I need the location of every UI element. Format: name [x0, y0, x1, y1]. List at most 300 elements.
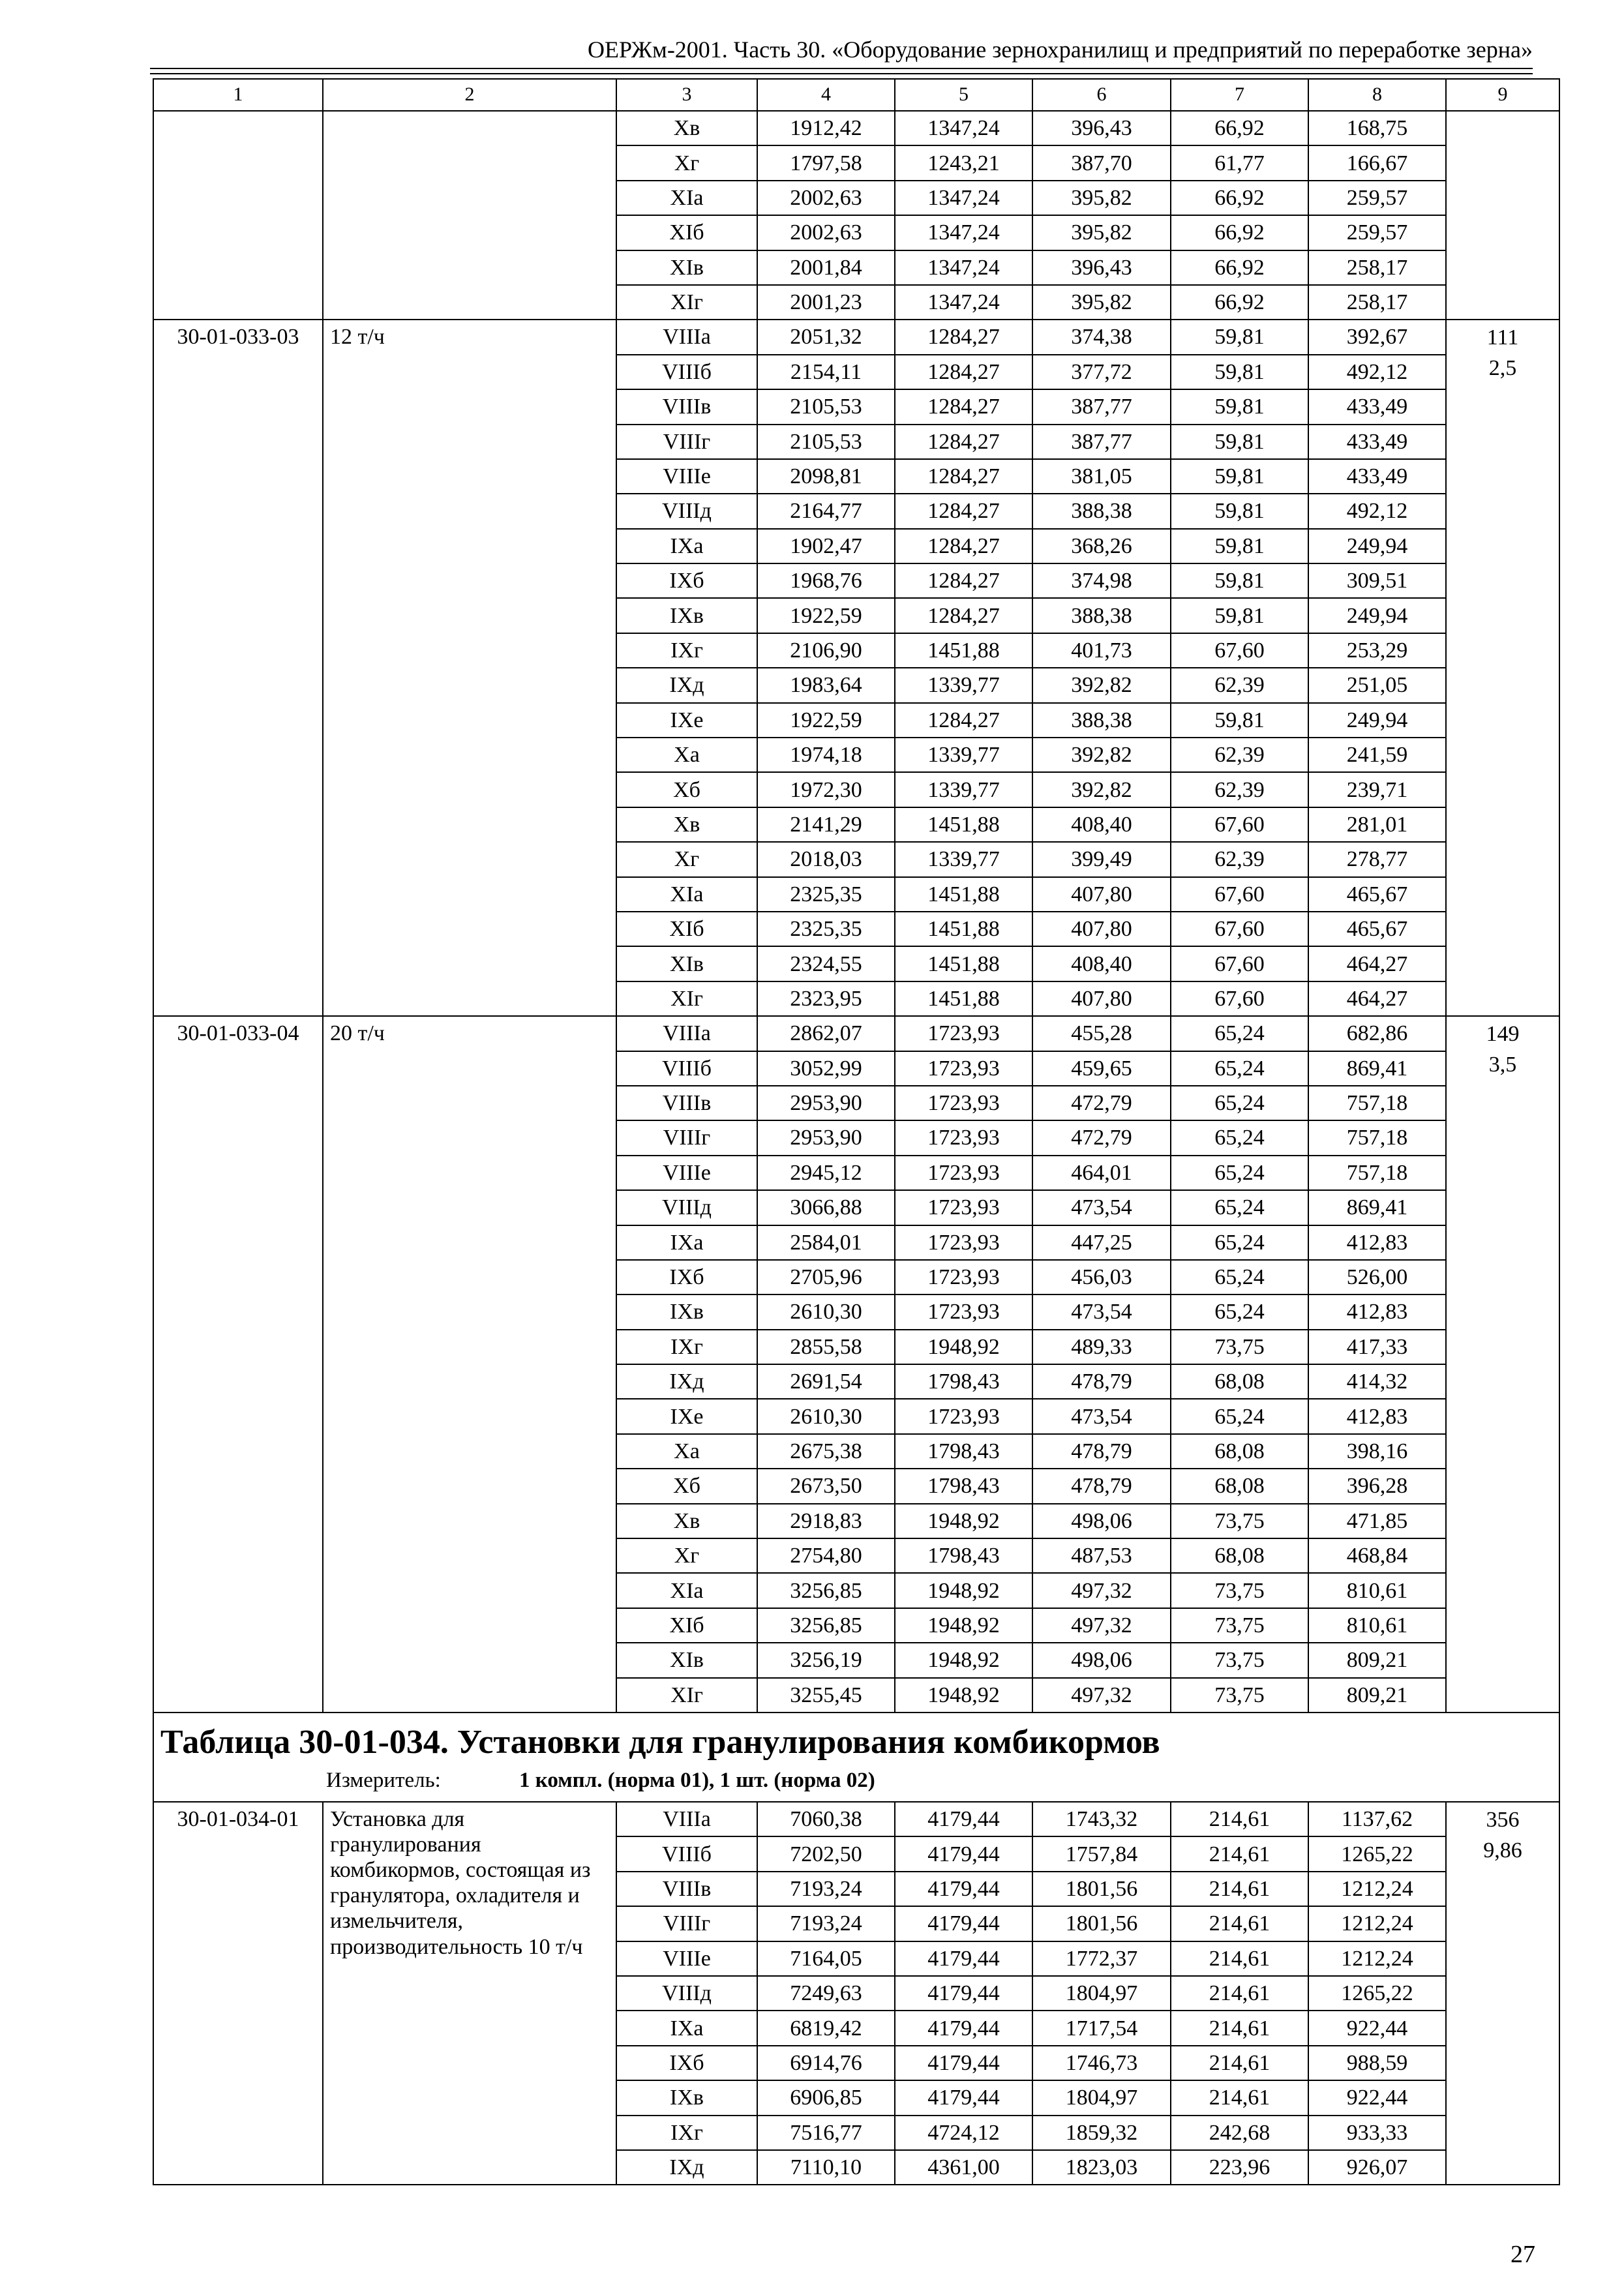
value-cell: 1347,24 [895, 111, 1032, 145]
value-cell: 1902,47 [757, 529, 895, 563]
value-cell: 4179,44 [895, 1976, 1032, 2011]
value-cell: 412,83 [1308, 1225, 1446, 1260]
value-cell: 214,61 [1171, 1872, 1308, 1906]
value-cell: 2953,90 [757, 1086, 895, 1120]
value-cell: 2584,01 [757, 1225, 895, 1260]
value-cell: 407,80 [1032, 877, 1171, 912]
value-cell: 2862,07 [757, 1016, 895, 1051]
value-cell: 1212,24 [1308, 1872, 1446, 1906]
value-cell: 7249,63 [757, 1976, 895, 2011]
value-cell: 1284,27 [895, 459, 1032, 494]
column-number-cell: 2 [323, 79, 616, 111]
value-cell: 1137,62 [1308, 1802, 1446, 1836]
value-cell: 1243,21 [895, 145, 1032, 180]
region-cell: VIIIе [616, 1941, 757, 1976]
value-cell: 1772,37 [1032, 1941, 1171, 1976]
value-cell: 809,21 [1308, 1678, 1446, 1713]
value-cell: 1723,93 [895, 1225, 1032, 1260]
value-cell: 1798,43 [895, 1364, 1032, 1399]
value-cell: 2325,35 [757, 912, 895, 946]
region-cell: Xв [616, 1504, 757, 1538]
value-cell: 464,27 [1308, 981, 1446, 1016]
value-cell: 1948,92 [895, 1608, 1032, 1643]
value-cell: 1723,93 [895, 1120, 1032, 1155]
value-cell: 2705,96 [757, 1260, 895, 1294]
value-cell: 2325,35 [757, 877, 895, 912]
value-cell: 68,08 [1171, 1469, 1308, 1503]
region-cell: VIIIа [616, 320, 757, 354]
value-cell: 1912,42 [757, 111, 895, 145]
value-cell: 223,96 [1171, 2150, 1308, 2185]
measure-value: 1 компл. (норма 01), 1 шт. (норма 02) [519, 1769, 875, 1793]
value-cell: 2098,81 [757, 459, 895, 494]
table-body-030-01-034 [153, 1802, 1559, 2185]
region-cell: VIIIб [616, 1051, 757, 1086]
region-cell: VIIIд [616, 1976, 757, 2011]
value-cell: 2002,63 [757, 181, 895, 215]
value-cell: 73,75 [1171, 1504, 1308, 1538]
value-cell: 214,61 [1171, 1906, 1308, 1941]
value-cell: 396,28 [1308, 1469, 1446, 1503]
value-cell: 1451,88 [895, 633, 1032, 668]
value-cell: 465,67 [1308, 877, 1446, 912]
value-cell: 6906,85 [757, 2080, 895, 2115]
value-cell: 1801,56 [1032, 1872, 1171, 1906]
value-cell: 2945,12 [757, 1156, 895, 1190]
value-cell: 1339,77 [895, 738, 1032, 772]
value-cell: 65,24 [1171, 1156, 1308, 1190]
value-cell: 478,79 [1032, 1434, 1171, 1469]
region-cell: IXе [616, 703, 757, 738]
norm-code-cell: 30-01-033-03 [153, 320, 323, 1016]
table-row [153, 111, 1559, 145]
value-cell: 1347,24 [895, 250, 1032, 285]
region-cell: IXв [616, 2080, 757, 2115]
value-cell: 68,08 [1171, 1434, 1308, 1469]
region-cell: IXб [616, 1260, 757, 1294]
region-cell: XIа [616, 877, 757, 912]
value-cell: 433,49 [1308, 389, 1446, 424]
value-cell: 214,61 [1171, 2046, 1308, 2080]
region-cell: Xб [616, 1469, 757, 1503]
value-cell: 258,17 [1308, 285, 1446, 320]
value-cell: 59,81 [1171, 598, 1308, 633]
value-cell: 459,65 [1032, 1051, 1171, 1086]
region-cell: IXа [616, 2011, 757, 2045]
value-cell: 73,75 [1171, 1330, 1308, 1364]
value-cell: 3256,85 [757, 1608, 895, 1643]
value-cell: 2610,30 [757, 1399, 895, 1433]
region-cell: IXд [616, 668, 757, 702]
value-cell: 214,61 [1171, 1836, 1308, 1871]
value-cell: 2154,11 [757, 355, 895, 389]
table-row [153, 1016, 1559, 1051]
value-cell: 4179,44 [895, 1836, 1032, 1871]
value-cell: 387,77 [1032, 389, 1171, 424]
price-table [153, 78, 1560, 2185]
value-cell: 2164,77 [757, 494, 895, 528]
value-cell: 1339,77 [895, 772, 1032, 807]
value-cell: 412,83 [1308, 1399, 1446, 1433]
col9-value: 9,86 [1483, 1838, 1522, 1863]
value-cell: 1972,30 [757, 772, 895, 807]
value-cell: 1284,27 [895, 494, 1032, 528]
value-cell: 1284,27 [895, 355, 1032, 389]
running-header: ОЕРЖм-2001. Часть 30. «Оборудование зернохранилищ и предприятий по переработке зерна» [588, 37, 1533, 63]
value-cell: 1723,93 [895, 1016, 1032, 1051]
region-cell: Xв [616, 807, 757, 842]
col9-value: 149 [1486, 1022, 1520, 1047]
value-cell: 1922,59 [757, 703, 895, 738]
value-cell: 214,61 [1171, 2011, 1308, 2045]
value-cell: 387,77 [1032, 425, 1171, 459]
value-cell: 66,92 [1171, 181, 1308, 215]
value-cell: 4724,12 [895, 2116, 1032, 2150]
region-cell: Xв [616, 111, 757, 145]
region-cell: Xа [616, 1434, 757, 1469]
value-cell: 2324,55 [757, 946, 895, 981]
value-cell: 4179,44 [895, 2011, 1032, 2045]
region-cell: IXд [616, 1364, 757, 1399]
value-cell: 757,18 [1308, 1156, 1446, 1190]
header-rule [150, 68, 1533, 69]
value-cell: 3066,88 [757, 1190, 895, 1225]
value-cell: 2106,90 [757, 633, 895, 668]
value-cell: 4179,44 [895, 2080, 1032, 2115]
equipment-name-cell: Установка для гранулирования комбикормов, состоящая из гранулятора, охладителя и измельчителя, производительность 10 т/ч [323, 1802, 616, 2185]
value-cell: 1974,18 [757, 738, 895, 772]
value-cell: 497,32 [1032, 1678, 1171, 1713]
value-cell: 1798,43 [895, 1434, 1032, 1469]
value-cell: 682,86 [1308, 1016, 1446, 1051]
value-cell: 922,44 [1308, 2011, 1446, 2045]
value-cell: 278,77 [1308, 842, 1446, 876]
equipment-name-cell [323, 111, 616, 320]
value-cell: 66,92 [1171, 111, 1308, 145]
value-cell: 2018,03 [757, 842, 895, 876]
value-cell: 242,68 [1171, 2116, 1308, 2150]
value-cell: 1823,03 [1032, 2150, 1171, 2185]
value-cell: 757,18 [1308, 1086, 1446, 1120]
value-cell: 1743,32 [1032, 1802, 1171, 1836]
value-cell: 73,75 [1171, 1643, 1308, 1677]
value-cell: 7193,24 [757, 1872, 895, 1906]
value-cell: 67,60 [1171, 981, 1308, 1016]
norm-code-cell: 30-01-034-01 [153, 1802, 323, 2185]
value-cell: 309,51 [1308, 563, 1446, 598]
value-cell: 492,12 [1308, 494, 1446, 528]
value-cell: 2918,83 [757, 1504, 895, 1538]
value-cell: 7110,10 [757, 2150, 895, 2185]
region-cell: XIб [616, 912, 757, 946]
column-number-cell: 4 [757, 79, 895, 111]
value-cell: 65,24 [1171, 1399, 1308, 1433]
value-cell: 473,54 [1032, 1294, 1171, 1329]
region-cell: XIг [616, 1678, 757, 1713]
value-cell: 2675,38 [757, 1434, 895, 1469]
region-cell: Xг [616, 145, 757, 180]
value-cell: 472,79 [1032, 1120, 1171, 1155]
region-cell: XIб [616, 215, 757, 250]
value-cell: 73,75 [1171, 1573, 1308, 1608]
value-cell: 395,82 [1032, 181, 1171, 215]
value-cell: 1798,43 [895, 1469, 1032, 1503]
value-cell: 2754,80 [757, 1538, 895, 1573]
value-cell: 66,92 [1171, 215, 1308, 250]
region-cell: VIIIа [616, 1802, 757, 1836]
value-cell: 1723,93 [895, 1399, 1032, 1433]
col9-cell [1446, 111, 1559, 320]
value-cell: 3256,19 [757, 1643, 895, 1677]
column-number-cell: 1 [153, 79, 323, 111]
value-cell: 1948,92 [895, 1504, 1032, 1538]
value-cell: 447,25 [1032, 1225, 1171, 1260]
value-cell: 414,32 [1308, 1364, 1446, 1399]
value-cell: 59,81 [1171, 529, 1308, 563]
value-cell: 1804,97 [1032, 1976, 1171, 2011]
region-cell: Xг [616, 842, 757, 876]
value-cell: 407,80 [1032, 981, 1171, 1016]
column-number-row [153, 79, 1559, 111]
value-cell: 926,07 [1308, 2150, 1446, 2185]
col9-cell [1446, 1802, 1559, 2185]
value-cell: 2610,30 [757, 1294, 895, 1329]
value-cell: 478,79 [1032, 1469, 1171, 1503]
value-cell: 4361,00 [895, 2150, 1032, 2185]
region-cell: IXг [616, 633, 757, 668]
value-cell: 395,82 [1032, 215, 1171, 250]
value-cell: 59,81 [1171, 494, 1308, 528]
value-cell: 6819,42 [757, 2011, 895, 2045]
value-cell: 497,32 [1032, 1573, 1171, 1608]
value-cell: 473,54 [1032, 1399, 1171, 1433]
value-cell: 59,81 [1171, 563, 1308, 598]
value-cell: 374,38 [1032, 320, 1171, 354]
value-cell: 62,39 [1171, 772, 1308, 807]
value-cell: 1723,93 [895, 1294, 1032, 1329]
column-number-cell: 9 [1446, 79, 1559, 111]
value-cell: 4179,44 [895, 1941, 1032, 1976]
value-cell: 2691,54 [757, 1364, 895, 1399]
value-cell: 526,00 [1308, 1260, 1446, 1294]
value-cell: 468,84 [1308, 1538, 1446, 1573]
value-cell: 368,26 [1032, 529, 1171, 563]
value-cell: 62,39 [1171, 738, 1308, 772]
value-cell: 239,71 [1308, 772, 1446, 807]
value-cell: 472,79 [1032, 1086, 1171, 1120]
value-cell: 2141,29 [757, 807, 895, 842]
col9-cell [1446, 320, 1559, 1016]
value-cell: 3052,99 [757, 1051, 895, 1086]
value-cell: 810,61 [1308, 1573, 1446, 1608]
value-cell: 166,67 [1308, 145, 1446, 180]
value-cell: 62,39 [1171, 668, 1308, 702]
value-cell: 1746,73 [1032, 2046, 1171, 2080]
region-cell: XIб [616, 1608, 757, 1643]
value-cell: 489,33 [1032, 1330, 1171, 1364]
region-cell: XIв [616, 250, 757, 285]
value-cell: 810,61 [1308, 1608, 1446, 1643]
value-cell: 249,94 [1308, 529, 1446, 563]
region-cell: VIIIг [616, 1906, 757, 1941]
value-cell: 456,03 [1032, 1260, 1171, 1294]
region-cell: IXг [616, 2116, 757, 2150]
value-cell: 1968,76 [757, 563, 895, 598]
region-cell: IXв [616, 598, 757, 633]
value-cell: 1948,92 [895, 1678, 1032, 1713]
value-cell: 408,40 [1032, 807, 1171, 842]
value-cell: 4179,44 [895, 1906, 1032, 1941]
region-cell: IXа [616, 529, 757, 563]
region-cell: IXа [616, 1225, 757, 1260]
value-cell: 392,82 [1032, 668, 1171, 702]
value-cell: 2855,58 [757, 1330, 895, 1364]
value-cell: 259,57 [1308, 181, 1446, 215]
value-cell: 1922,59 [757, 598, 895, 633]
value-cell: 65,24 [1171, 1051, 1308, 1086]
value-cell: 168,75 [1308, 111, 1446, 145]
value-cell: 6914,76 [757, 2046, 895, 2080]
value-cell: 392,67 [1308, 320, 1446, 354]
column-number-cell: 3 [616, 79, 757, 111]
value-cell: 2673,50 [757, 1469, 895, 1503]
value-cell: 473,54 [1032, 1190, 1171, 1225]
value-cell: 478,79 [1032, 1364, 1171, 1399]
value-cell: 374,98 [1032, 563, 1171, 598]
value-cell: 281,01 [1308, 807, 1446, 842]
value-cell: 1284,27 [895, 598, 1032, 633]
value-cell: 392,82 [1032, 738, 1171, 772]
region-cell: VIIIв [616, 389, 757, 424]
section-title: Таблица 30-01-034. Установки для гранулирования комбикормов [160, 1723, 1160, 1761]
value-cell: 922,44 [1308, 2080, 1446, 2115]
header-rule-secondary [150, 73, 1533, 74]
value-cell: 498,06 [1032, 1504, 1171, 1538]
region-cell: XIа [616, 181, 757, 215]
value-cell: 214,61 [1171, 1941, 1308, 1976]
value-cell: 7516,77 [757, 2116, 895, 2150]
col9-cell [1446, 1016, 1559, 1713]
col9-value: 356 [1486, 1808, 1520, 1833]
value-cell: 1948,92 [895, 1573, 1032, 1608]
column-number-cell: 7 [1171, 79, 1308, 111]
value-cell: 73,75 [1171, 1608, 1308, 1643]
value-cell: 73,75 [1171, 1678, 1308, 1713]
value-cell: 61,77 [1171, 145, 1308, 180]
value-cell: 7164,05 [757, 1941, 895, 1976]
equipment-name-cell: 12 т/ч [323, 320, 616, 1016]
value-cell: 2105,53 [757, 425, 895, 459]
value-cell: 2323,95 [757, 981, 895, 1016]
value-cell: 65,24 [1171, 1086, 1308, 1120]
value-cell: 2001,84 [757, 250, 895, 285]
value-cell: 988,59 [1308, 2046, 1446, 2080]
value-cell: 1723,93 [895, 1086, 1032, 1120]
value-cell: 66,92 [1171, 250, 1308, 285]
value-cell: 1798,43 [895, 1538, 1032, 1573]
value-cell: 1451,88 [895, 912, 1032, 946]
region-cell: Xб [616, 772, 757, 807]
section-header-row [153, 1713, 1559, 1802]
value-cell: 68,08 [1171, 1364, 1308, 1399]
value-cell: 3256,85 [757, 1573, 895, 1608]
value-cell: 377,72 [1032, 355, 1171, 389]
section-header-cell [153, 1713, 1559, 1802]
region-cell: XIв [616, 946, 757, 981]
value-cell: 7060,38 [757, 1802, 895, 1836]
region-cell: XIг [616, 285, 757, 320]
value-cell: 4179,44 [895, 1872, 1032, 1906]
value-cell: 65,24 [1171, 1225, 1308, 1260]
region-cell: VIIIб [616, 355, 757, 389]
region-cell: VIIIв [616, 1086, 757, 1120]
measure-line [160, 1769, 1552, 1793]
value-cell: 1723,93 [895, 1190, 1032, 1225]
region-cell: VIIIе [616, 1156, 757, 1190]
value-cell: 809,21 [1308, 1643, 1446, 1677]
value-cell: 1347,24 [895, 285, 1032, 320]
value-cell: 59,81 [1171, 703, 1308, 738]
value-cell: 1451,88 [895, 946, 1032, 981]
value-cell: 417,33 [1308, 1330, 1446, 1364]
equipment-name-cell: 20 т/ч [323, 1016, 616, 1713]
value-cell: 933,33 [1308, 2116, 1446, 2150]
value-cell: 1723,93 [895, 1156, 1032, 1190]
value-cell: 241,59 [1308, 738, 1446, 772]
value-cell: 1339,77 [895, 668, 1032, 702]
value-cell: 1451,88 [895, 877, 1032, 912]
value-cell: 1284,27 [895, 425, 1032, 459]
value-cell: 398,16 [1308, 1434, 1446, 1469]
value-cell: 471,85 [1308, 1504, 1446, 1538]
value-cell: 1757,84 [1032, 1836, 1171, 1871]
value-cell: 7193,24 [757, 1906, 895, 1941]
measure-label: Измеритель: [326, 1769, 441, 1793]
col9-value: 111 [1486, 325, 1519, 350]
value-cell: 1212,24 [1308, 1941, 1446, 1976]
column-number-cell: 5 [895, 79, 1032, 111]
value-cell: 67,60 [1171, 633, 1308, 668]
value-cell: 1265,22 [1308, 1836, 1446, 1871]
region-cell: IXв [616, 1294, 757, 1329]
value-cell: 407,80 [1032, 912, 1171, 946]
value-cell: 3255,45 [757, 1678, 895, 1713]
region-cell: VIIIе [616, 459, 757, 494]
region-cell: XIг [616, 981, 757, 1016]
page-number: 27 [1511, 2241, 1535, 2268]
value-cell: 455,28 [1032, 1016, 1171, 1051]
value-cell: 59,81 [1171, 425, 1308, 459]
value-cell: 65,24 [1171, 1260, 1308, 1294]
value-cell: 1801,56 [1032, 1906, 1171, 1941]
value-cell: 59,81 [1171, 389, 1308, 424]
value-cell: 869,41 [1308, 1051, 1446, 1086]
region-cell: VIIIд [616, 494, 757, 528]
value-cell: 1859,32 [1032, 2116, 1171, 2150]
value-cell: 251,05 [1308, 668, 1446, 702]
value-cell: 66,92 [1171, 285, 1308, 320]
col9-value: 2,5 [1488, 356, 1517, 381]
table-row [153, 1802, 1559, 1836]
value-cell: 465,67 [1308, 912, 1446, 946]
value-cell: 65,24 [1171, 1294, 1308, 1329]
value-cell: 392,82 [1032, 772, 1171, 807]
region-cell: IXе [616, 1399, 757, 1433]
region-cell: IXб [616, 2046, 757, 2080]
value-cell: 65,24 [1171, 1016, 1308, 1051]
value-cell: 399,49 [1032, 842, 1171, 876]
value-cell: 1284,27 [895, 320, 1032, 354]
